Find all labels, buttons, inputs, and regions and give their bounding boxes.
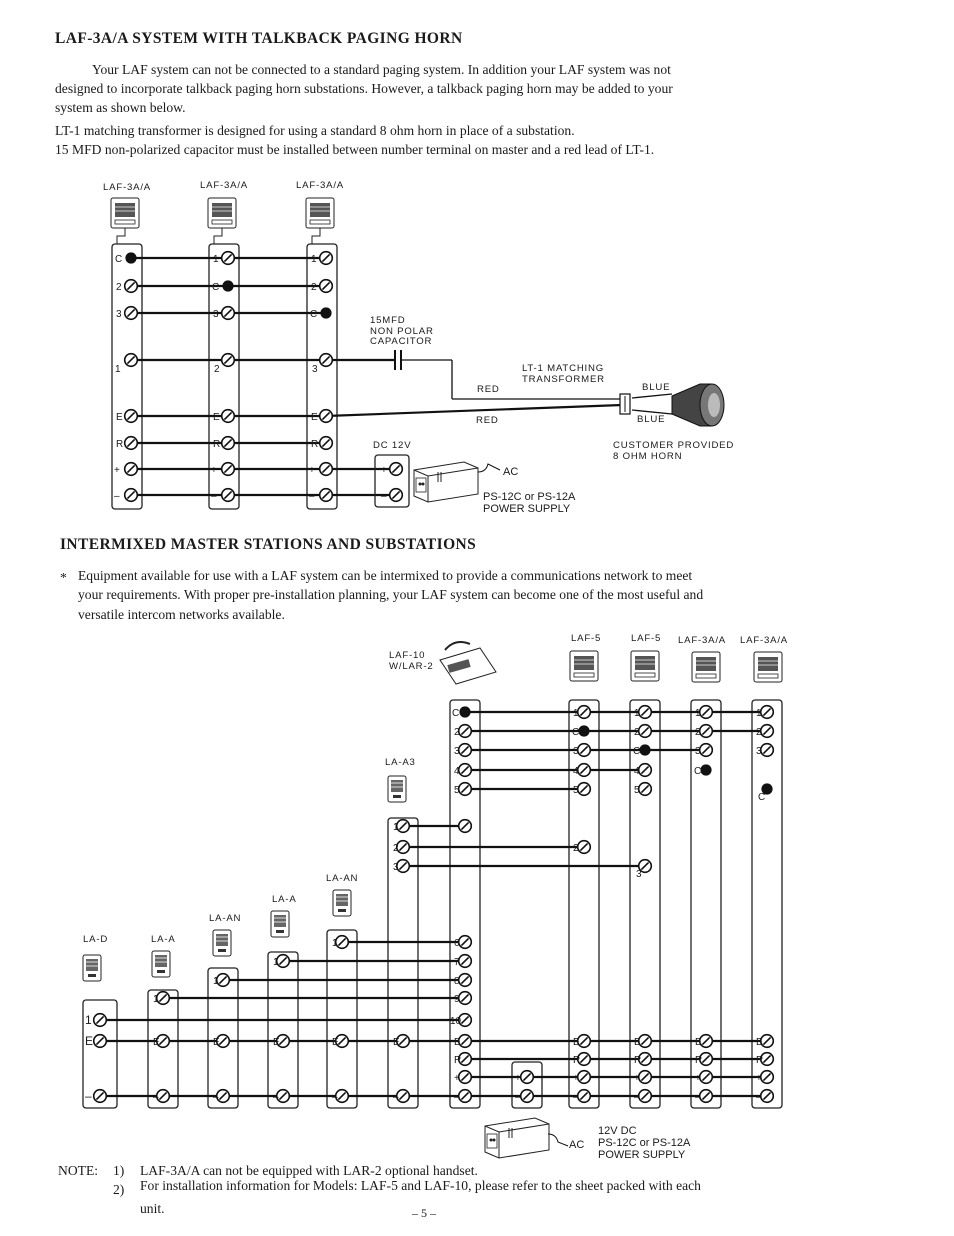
laan-sub-1-icon	[213, 930, 231, 956]
svg-text:7: 7	[454, 957, 460, 968]
capacitor-symbol	[395, 350, 401, 370]
d2-station-label-laf5-b: LAF-5	[631, 633, 662, 644]
svg-text:C: C	[310, 309, 318, 320]
svg-text:1: 1	[393, 822, 399, 833]
svg-text:R: R	[573, 1055, 581, 1066]
svg-text:3: 3	[695, 746, 701, 757]
svg-text:R: R	[756, 1055, 764, 1066]
d2-power-supply-icon	[485, 1118, 549, 1158]
svg-text:1: 1	[213, 976, 219, 987]
d2-terminals	[94, 706, 774, 1103]
d1-master-station-3-icon	[306, 198, 334, 228]
laa3-sub-icon	[388, 776, 406, 802]
svg-text:R: R	[311, 439, 319, 450]
svg-text:R: R	[213, 439, 221, 450]
svg-text:1: 1	[573, 708, 579, 719]
laan-sub-2-icon	[333, 890, 351, 916]
horn-label: CUSTOMER PROVIDED 8 OHM HORN	[613, 440, 735, 462]
svg-text:3: 3	[573, 746, 579, 757]
svg-text:8: 8	[454, 976, 460, 987]
svg-text:3: 3	[636, 869, 642, 880]
svg-text:1: 1	[273, 957, 279, 968]
d1-terminals	[125, 252, 333, 502]
section2-para-line1: Equipment available for use with a LAF system can be intermixed to provide a communications network to meet	[78, 568, 693, 583]
svg-text:C: C	[452, 708, 460, 719]
svg-text:+: +	[515, 1073, 521, 1084]
note1-number: 1)	[113, 1163, 125, 1178]
svg-text:3: 3	[116, 309, 122, 320]
laa-sub-1-icon	[152, 951, 170, 977]
svg-text:+: +	[756, 1073, 762, 1084]
svg-text:2: 2	[573, 843, 579, 854]
d2-station-label-laf3a-a: LAF-3A/A	[678, 635, 726, 646]
d1-dc-label: DC 12V	[373, 440, 412, 451]
svg-text:C: C	[115, 254, 123, 265]
svg-text:E: E	[116, 412, 123, 423]
svg-text:+: +	[573, 1073, 579, 1084]
svg-text:C: C	[572, 727, 580, 738]
section1-para3: 15 MFD non-polarized capacitor must be installed between number terminal on master and a red lead of LT-1.	[55, 142, 655, 157]
svg-text:–: –	[309, 491, 315, 502]
d2-ac-label: AC	[569, 1139, 585, 1151]
svg-text:E: E	[213, 412, 220, 423]
sub-label-lad: LA-D	[83, 934, 109, 945]
svg-text:E: E	[454, 1037, 461, 1048]
note1-text: LAF-3A/A can not be equipped with LAR-2 optional handset.	[140, 1163, 478, 1178]
d2-dc-label: 12V DC	[598, 1125, 637, 1137]
svg-text:+: +	[454, 1073, 460, 1084]
svg-text:–: –	[85, 1089, 92, 1103]
svg-text:2: 2	[695, 727, 701, 738]
svg-text:2: 2	[634, 727, 640, 738]
laf5-station-1-icon	[570, 651, 598, 681]
laf10-station-icon	[440, 642, 496, 684]
svg-text:2: 2	[311, 282, 317, 293]
d2-station-label-laf3a-b: LAF-3A/A	[740, 635, 788, 646]
svg-text:9: 9	[454, 994, 460, 1005]
svg-text:2: 2	[454, 727, 460, 738]
laf5-station-2-icon	[631, 651, 659, 681]
blue-lead-label-2: BLUE	[637, 414, 666, 425]
svg-text:E: E	[756, 1037, 763, 1048]
sub-label-laa-1: LA-A	[151, 934, 176, 945]
svg-text:E: E	[695, 1037, 702, 1048]
svg-text:6: 6	[454, 938, 460, 949]
svg-text:3: 3	[454, 746, 460, 757]
svg-text:1: 1	[695, 708, 701, 719]
d1-station-label-2: LAF-3A/A	[200, 180, 248, 191]
laf10-label: LAF-10 W/LAR-2	[389, 650, 434, 672]
svg-text:–: –	[393, 1092, 399, 1103]
red-lead-label-1: RED	[477, 384, 500, 395]
svg-text:2: 2	[393, 843, 399, 854]
svg-text:3: 3	[213, 309, 219, 320]
d2-station-label-laf5-a: LAF-5	[571, 633, 602, 644]
svg-text:–: –	[454, 1092, 460, 1103]
note2-text-line1: For installation information for Models: LAF-5 and LAF-10, please refer to the sheet packed with each	[140, 1178, 701, 1193]
svg-text:R: R	[116, 439, 124, 450]
page-number: – 5 –	[412, 1206, 436, 1220]
svg-text:+: +	[634, 1073, 640, 1084]
svg-text:4: 4	[634, 766, 640, 777]
svg-text:E: E	[153, 1037, 160, 1048]
svg-text:E: E	[85, 1034, 94, 1048]
svg-text:C: C	[758, 792, 766, 803]
svg-text:–: –	[273, 1092, 279, 1103]
red-lead-label-2: RED	[476, 415, 499, 426]
svg-text:3: 3	[756, 746, 762, 757]
d1-power-label: PS-12C or PS-12A POWER SUPPLY	[483, 491, 576, 515]
d2-wires	[100, 712, 767, 1096]
svg-text:R: R	[454, 1055, 462, 1066]
svg-text:E: E	[332, 1037, 339, 1048]
sub-label-laan-1: LA-AN	[209, 913, 242, 924]
svg-text:1: 1	[756, 708, 762, 719]
d1-master-station-1-icon	[111, 198, 139, 228]
svg-text:3: 3	[312, 364, 318, 375]
svg-text:+: +	[114, 465, 120, 476]
svg-text:–: –	[211, 491, 217, 502]
svg-text:R: R	[695, 1055, 703, 1066]
d1-master-station-2-icon	[208, 198, 236, 228]
transformer-symbol	[620, 394, 630, 414]
svg-text:–: –	[756, 1092, 762, 1103]
d2-terminal-strips	[83, 700, 782, 1108]
svg-text:C: C	[694, 766, 702, 777]
diagram2	[83, 642, 782, 1158]
svg-text:–: –	[332, 1092, 338, 1103]
svg-text:–: –	[213, 1092, 219, 1103]
note2-number: 2)	[113, 1182, 125, 1197]
svg-text:–: –	[114, 491, 120, 502]
capacitor-label: 15MFD NON POLAR CAPACITOR	[370, 315, 434, 347]
svg-text:E: E	[273, 1037, 280, 1048]
svg-text:C: C	[633, 746, 641, 757]
section1-para1-line3: system as shown below.	[55, 100, 186, 115]
svg-text:5: 5	[454, 785, 460, 796]
section1-para1-line1: Your LAF system can not be connected to a standard paging system. In addition your LAF system was not	[92, 62, 671, 77]
svg-text:+: +	[309, 465, 315, 476]
svg-text:C: C	[212, 282, 220, 293]
blue-lead-label-1: BLUE	[642, 382, 671, 393]
section1-para1-line2: designed to incorporate talkback paging horn substations. However, a talkback paging horn may be added to your	[55, 81, 673, 96]
svg-text:5: 5	[573, 785, 579, 796]
lad-sub-icon	[83, 955, 101, 981]
svg-text:5: 5	[634, 785, 640, 796]
svg-text:4: 4	[573, 766, 579, 777]
sub-label-laa3: LA-A3	[385, 757, 416, 768]
d1-station-label-1: LAF-3A/A	[103, 182, 151, 193]
section1-para2: LT-1 matching transformer is designed for using a standard 8 ohm horn in place of a substation.	[55, 123, 575, 138]
svg-text:2: 2	[756, 727, 762, 738]
svg-text:2: 2	[214, 364, 220, 375]
svg-text:–: –	[153, 1092, 159, 1103]
transformer-label: LT-1 MATCHING TRANSFORMER	[522, 363, 605, 385]
svg-text:–: –	[695, 1092, 701, 1103]
svg-text:+: +	[695, 1073, 701, 1084]
svg-text:1: 1	[85, 1013, 92, 1027]
svg-text:1: 1	[634, 708, 640, 719]
section1-title: LAF-3A/A SYSTEM WITH TALKBACK PAGING HORN	[55, 30, 463, 47]
svg-text:–: –	[381, 491, 387, 502]
laf3a-station-2-icon	[754, 652, 782, 682]
svg-text:1: 1	[213, 254, 219, 265]
svg-text:E: E	[213, 1037, 220, 1048]
d1-station-label-3: LAF-3A/A	[296, 180, 344, 191]
svg-text:E: E	[634, 1037, 641, 1048]
d2-power-label: PS-12C or PS-12A POWER SUPPLY	[598, 1137, 691, 1161]
d1-power-supply-icon	[414, 462, 478, 502]
section2-para-line3: versatile intercom networks available.	[78, 607, 285, 622]
svg-text:+: +	[381, 465, 387, 476]
paging-horn-icon	[672, 384, 724, 426]
d1-ac-label: AC	[503, 466, 519, 478]
svg-text:+: +	[211, 465, 217, 476]
diagram1	[111, 198, 724, 509]
svg-text:–: –	[515, 1092, 521, 1103]
sub-label-laan-2: LA-AN	[326, 873, 359, 884]
d1-wires	[131, 258, 622, 495]
svg-text:1: 1	[115, 364, 121, 375]
svg-text:4: 4	[454, 766, 460, 777]
note-prefix: NOTE:	[58, 1163, 99, 1178]
svg-text:R: R	[634, 1055, 642, 1066]
section2-para-line2: your requirements. With proper pre-installation planning, your LAF system can become one of the most useful and	[78, 587, 704, 602]
svg-text:E: E	[393, 1037, 400, 1048]
svg-text:–: –	[634, 1092, 640, 1103]
svg-text:3: 3	[393, 862, 399, 873]
svg-text:E: E	[573, 1037, 580, 1048]
svg-text:2: 2	[116, 282, 122, 293]
svg-text:1: 1	[153, 994, 159, 1005]
section2-bullet: *	[60, 570, 67, 585]
laa-sub-2-icon	[271, 911, 289, 937]
svg-text:1: 1	[332, 938, 338, 949]
sub-label-laa-2: LA-A	[272, 894, 297, 905]
svg-text:10: 10	[450, 1016, 462, 1027]
svg-text:–: –	[573, 1092, 579, 1103]
section2-title: INTERMIXED MASTER STATIONS AND SUBSTATIONS	[60, 536, 477, 553]
svg-text:E: E	[311, 412, 318, 423]
note2-text-line2: unit.	[140, 1201, 165, 1216]
laf3a-station-1-icon	[692, 652, 720, 682]
svg-text:1: 1	[311, 254, 317, 265]
